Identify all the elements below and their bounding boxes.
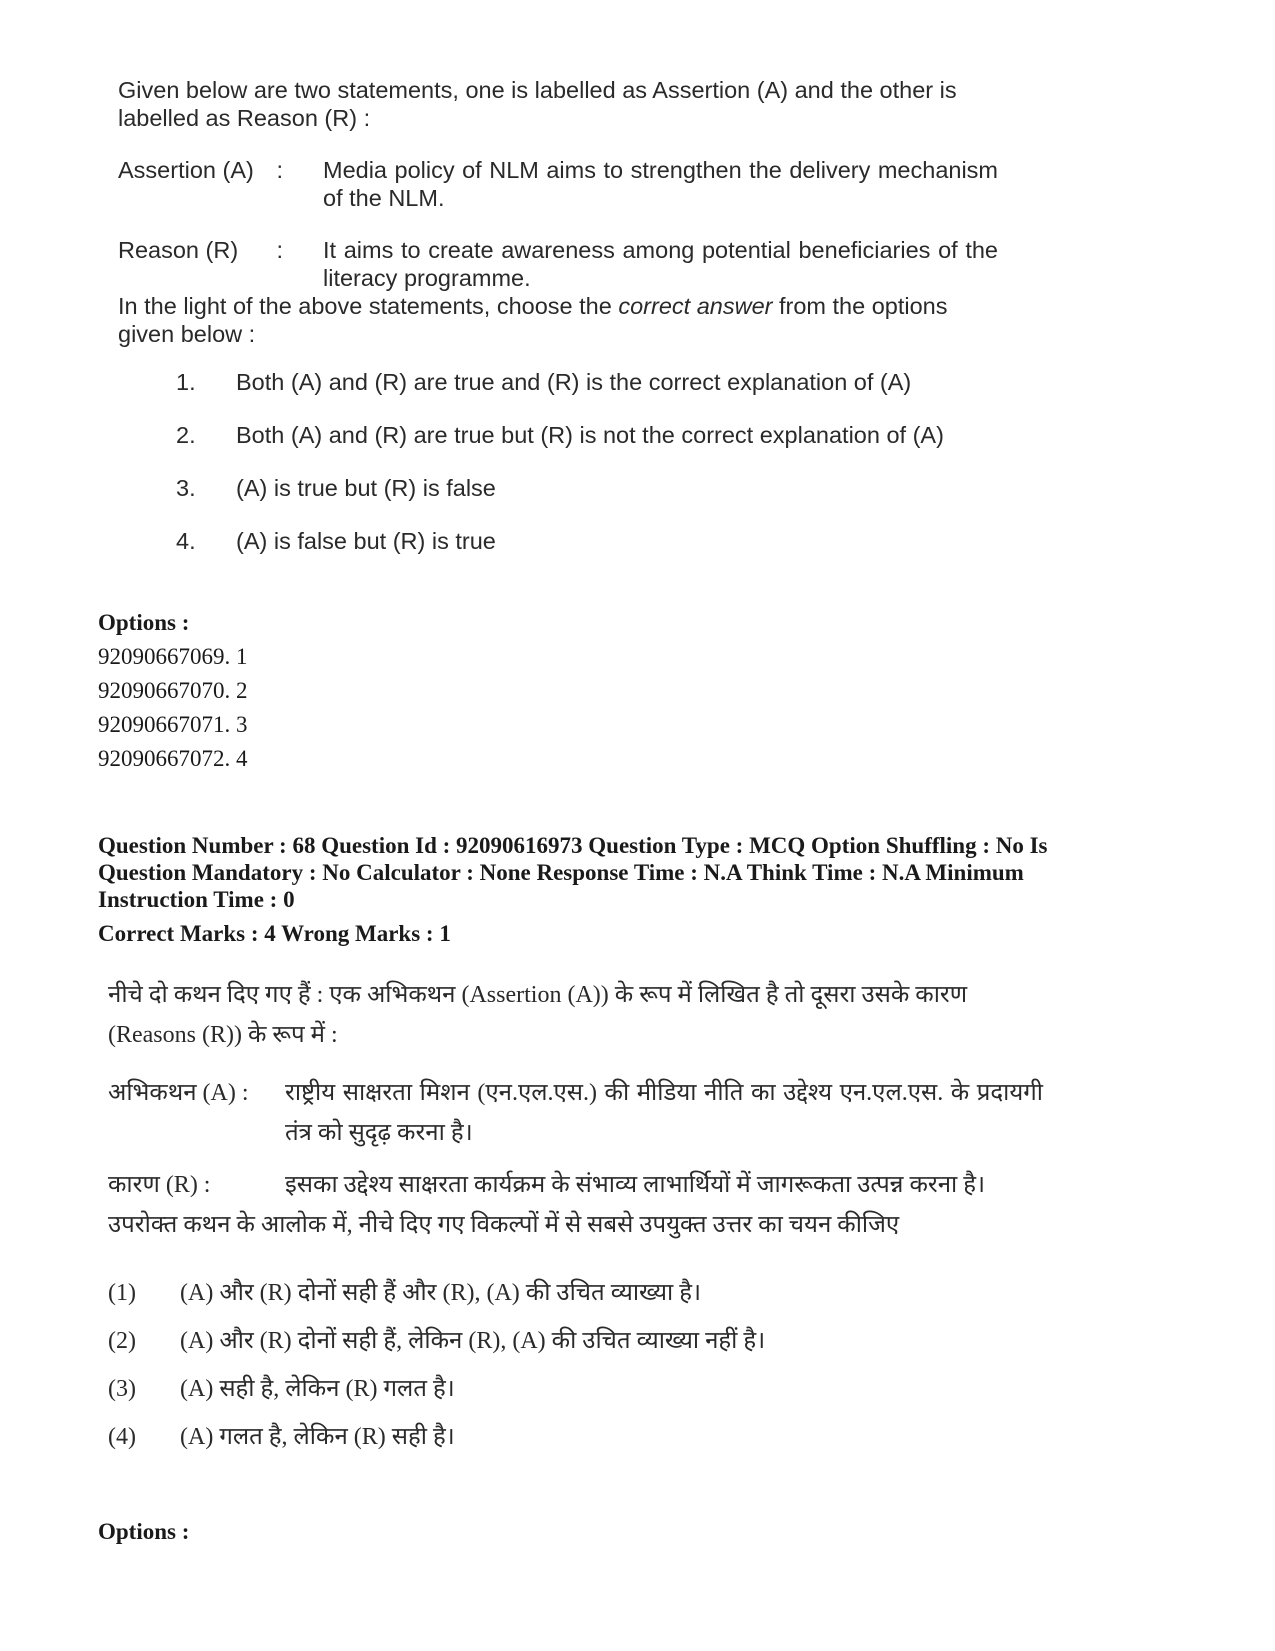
- assertion-label: Assertion (A): [118, 157, 254, 183]
- option-id-item: 92090667069. 1: [98, 644, 248, 669]
- hindi-assertion-label: अभिकथन (A) :: [108, 1080, 249, 1106]
- english-answer-list: [118, 368, 998, 580]
- lead-emphasis: correct answer: [618, 293, 773, 319]
- lead-before: In the light of the above statements, choose the: [118, 293, 619, 319]
- options-block-2: [98, 1515, 1098, 1549]
- answer-option-text: Both (A) and (R) are true but (R) is not the correct explanation of (A): [236, 422, 944, 448]
- reason-colon: :: [276, 237, 283, 263]
- answer-option-text: (A) is true but (R) is false: [236, 475, 496, 501]
- answer-option: [118, 368, 998, 421]
- hindi-assertion-text: राष्ट्रीय साक्षरता मिशन (एन.एल.एस.) की मीडिया नीति का उद्देश्य एन.एल.एस. के प्रदायगी तंत्र को सुदृढ़ करना है।: [285, 1080, 1043, 1146]
- hindi-answer-option: [108, 1317, 1043, 1365]
- hindi-answer-option-text: (A) और (R) दोनों सही हैं, लेकिन (R), (A) की उचित व्याख्या नहीं है।: [180, 1328, 766, 1354]
- answer-option: [118, 474, 998, 527]
- answer-option-number: 3.: [176, 475, 196, 501]
- hindi-question-intro: नीचे दो कथन दिए गए हैं : एक अभिकथन (Assertion (A)) के रूप में लिखित है तो दूसरा उसके कारण (Reasons (R)) के रूप में :: [108, 982, 968, 1048]
- reason-label: Reason (R): [118, 237, 239, 263]
- hindi-question: [108, 975, 1043, 1461]
- reason-text: It aims to create awareness among potential beneficiaries of the literacy programme.: [323, 237, 998, 291]
- hindi-reason-row: [108, 1165, 1043, 1205]
- option-id-item: 92090667071. 3: [98, 712, 248, 737]
- answer-option-number: 1.: [176, 369, 196, 395]
- question-meta-line: Question Number : 68 Question Id : 92090616973 Question Type : MCQ Option Shuffling : No Is Question Mandatory : No Calculator : None Response Time : N.A Think Time : N.A Minimum Instruction Time : 0: [98, 833, 1048, 912]
- question-metadata: [98, 832, 1138, 947]
- answer-option: [118, 421, 998, 474]
- hindi-answer-option: [108, 1269, 1043, 1317]
- hindi-reason-text: इसका उद्देश्य साक्षरता कार्यक्रम के संभाव्य लाभार्थियों में जागरूकता उत्पन्न करना है।: [285, 1172, 986, 1198]
- hindi-answer-option-number: (2): [108, 1328, 136, 1354]
- hindi-answer-option-number: (4): [108, 1424, 136, 1450]
- hindi-answer-option-text: (A) और (R) दोनों सही हैं और (R), (A) की उचित व्याख्या है।: [180, 1280, 702, 1306]
- reason-label-cell: [118, 236, 323, 292]
- hindi-answer-option-number: (1): [108, 1280, 136, 1306]
- question-lead: [118, 292, 998, 348]
- options-heading: Options :: [98, 1519, 190, 1544]
- option-id-item: 92090667070. 2: [98, 678, 248, 703]
- assertion-row: [118, 156, 998, 212]
- reason-row: [118, 236, 998, 292]
- answer-option-text: (A) is false but (R) is true: [236, 528, 496, 554]
- answer-option: [118, 527, 998, 580]
- hindi-assertion-row: [108, 1073, 1043, 1153]
- assertion-label-cell: [118, 156, 323, 212]
- hindi-answer-option-text: (A) गलत है, लेकिन (R) सही है।: [180, 1424, 455, 1450]
- option-id-item: 92090667072. 4: [98, 746, 248, 771]
- options-heading: Options :: [98, 610, 190, 635]
- hindi-reason-label: कारण (R) :: [108, 1172, 211, 1198]
- hindi-answer-option-text: (A) सही है, लेकिन (R) गलत है।: [180, 1376, 455, 1402]
- answer-option-number: 2.: [176, 422, 196, 448]
- assertion-text: Media policy of NLM aims to strengthen the delivery mechanism of the NLM.: [323, 157, 998, 211]
- english-question: [118, 76, 998, 580]
- hindi-question-lead: उपरोक्त कथन के आलोक में, नीचे दिए गए विकल्पों में से सबसे उपयुक्त उत्तर का चयन कीजिए: [108, 1212, 900, 1238]
- lead-after: from the options given below :: [118, 293, 948, 347]
- option-id-list: [98, 640, 1098, 776]
- question-intro: Given below are two statements, one is labelled as Assertion (A) and the other is labelled as Reason (R) :: [118, 77, 957, 131]
- options-block: [98, 606, 1098, 776]
- question-marks: Correct Marks : 4 Wrong Marks : 1: [98, 921, 451, 946]
- answer-option-text: Both (A) and (R) are true and (R) is the correct explanation of (A): [236, 369, 912, 395]
- assertion-colon: :: [276, 157, 283, 183]
- hindi-answer-option: [108, 1413, 1043, 1461]
- answer-option-number: 4.: [176, 528, 196, 554]
- hindi-answer-list: [108, 1269, 1043, 1461]
- hindi-answer-option: [108, 1365, 1043, 1413]
- hindi-answer-option-number: (3): [108, 1376, 136, 1402]
